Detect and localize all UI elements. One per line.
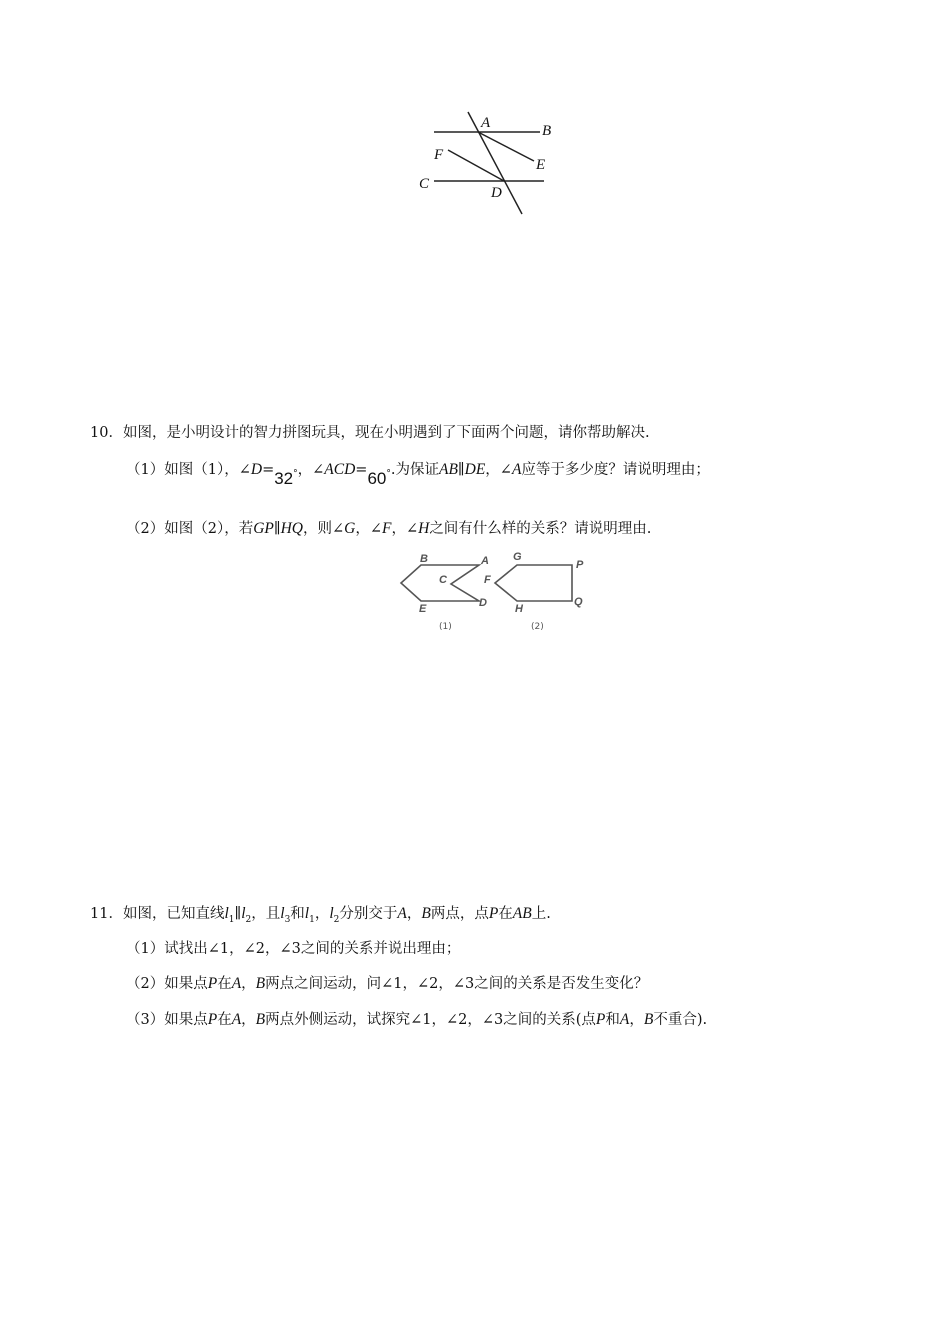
q10-p1-mid2: ，∠ [485, 462, 512, 478]
var-p: P [595, 1011, 606, 1028]
var-a: A [511, 461, 522, 478]
var-a: A [231, 975, 242, 992]
q11-p2-suffix: 两点之间运动，问∠1，∠2，∠3之间的关系是否发生变化？ [265, 976, 649, 992]
sub-1: 1 [228, 914, 235, 925]
label-b: B [542, 123, 552, 139]
var-gp: GP [253, 520, 274, 537]
q10-p2-prefix: （2）如图（2），若 [126, 521, 254, 537]
q10-p2-suffix: 之间有什么样的关系？请说明理由. [429, 521, 652, 537]
label-g2: G [513, 551, 522, 563]
q11-t6: 两点，点 [430, 906, 489, 922]
var-l: l [329, 905, 334, 922]
parallel-sign: ∥ [457, 462, 465, 478]
eq-sign: = [355, 462, 368, 478]
label-p2: P [576, 559, 584, 571]
parallel-sign: ∥ [234, 906, 242, 922]
piece-2 [495, 565, 572, 601]
q11-p2-t1: 在 [217, 976, 232, 992]
var-acd: ACD [324, 461, 356, 478]
var-b: B [643, 1011, 654, 1028]
var-g: G [344, 520, 356, 537]
var-h: H [418, 520, 430, 537]
q10-part1 [126, 458, 710, 488]
label-d2: D [479, 597, 487, 609]
parallel-sign: ∥ [273, 521, 281, 537]
var-ab: AB [438, 461, 458, 478]
q10-p2-mid2: ，∠ [355, 521, 382, 537]
label-q2: Q [574, 596, 583, 608]
caption-2: (2) [531, 622, 544, 632]
q11-t5: 分别交于 [339, 906, 398, 922]
label-c: C [419, 176, 430, 192]
comma: ， [406, 906, 422, 922]
q11-t2: ，且 [251, 906, 281, 922]
var-l: l [304, 905, 310, 922]
var-p: P [488, 905, 499, 922]
q11-p3-t1: 在 [217, 1012, 232, 1028]
var-a: A [397, 905, 407, 922]
sub-2: 2 [333, 914, 340, 925]
label-a2: A [481, 555, 489, 567]
q11-number: 11． [90, 906, 123, 922]
degree-sign: ° [386, 469, 391, 479]
q11-part1-text: （1）试找出∠1，∠2，∠3之间的关系并说出理由； [126, 941, 461, 957]
var-de: DE [464, 461, 486, 478]
q10-part2 [126, 518, 651, 540]
degree-sign: ° [293, 469, 298, 479]
label-e2: E [419, 603, 427, 615]
q11-p3-t2: 两点外侧运动，试探究∠1，∠2，∠3之间的关系(点 [265, 1012, 596, 1028]
var-l: l [224, 905, 229, 922]
q11-p3-suffix: 不重合). [653, 1012, 708, 1028]
var-p: P [207, 975, 218, 992]
q11-stem [90, 903, 551, 931]
var-hq: HQ [280, 520, 303, 537]
var-a: A [231, 1011, 242, 1028]
label-c2: C [439, 574, 447, 586]
label-h2: H [515, 603, 523, 615]
var-b: B [255, 975, 266, 992]
caption-1: (1) [439, 622, 452, 632]
label-d: D [491, 185, 502, 201]
q10-p1-mid: .为保证 [390, 462, 439, 478]
q10-p1-sep: ，∠ [297, 462, 325, 478]
eq-sign: = [262, 462, 275, 478]
var-f: F [381, 520, 392, 537]
q10-p1-prefix: （1）如图（1），∠ [126, 462, 251, 478]
var-b: B [255, 1011, 266, 1028]
sub-2: 2 [245, 914, 252, 925]
value-32: 32 [274, 469, 294, 488]
comma: ， [629, 1012, 644, 1028]
q11-t1: 如图，已知直线 [122, 906, 225, 922]
label-f2: F [484, 574, 491, 586]
value-60: 60 [367, 469, 387, 488]
q11-p3-t3: 和 [605, 1012, 620, 1028]
q11-p3-prefix: （3）如果点 [126, 1012, 208, 1028]
q10-p1-suffix: 应等于多少度？请说明理由； [521, 462, 710, 478]
q11-part1 [126, 938, 460, 960]
var-d: D [250, 461, 263, 478]
figure-puzzle [395, 550, 595, 635]
q11-part3 [126, 1009, 707, 1031]
comma: ， [241, 976, 256, 992]
q11-t3: 和 [290, 906, 305, 922]
var-ab: AB [512, 905, 532, 922]
q10-p2-mid3: ，∠ [391, 521, 419, 537]
var-a: A [619, 1011, 630, 1028]
var-b: B [421, 905, 431, 922]
var-l: l [280, 905, 285, 922]
q11-part2 [126, 973, 648, 995]
q10-p2-mid1: ，则∠ [302, 521, 345, 537]
label-f: F [434, 147, 444, 163]
comma: ， [241, 1012, 256, 1028]
label-e: E [536, 157, 546, 173]
label-a: A [481, 115, 491, 131]
q11-t7: 在 [498, 906, 513, 922]
var-p: P [207, 1011, 218, 1028]
q10-number: 10． [90, 425, 123, 441]
var-l: l [241, 905, 246, 922]
figure-parallel-lines [410, 108, 570, 218]
q11-p2-prefix: （2）如果点 [126, 976, 208, 992]
label-b2: B [420, 553, 428, 565]
q10-stem-text: 如图，是小明设计的智力拼图玩具，现在小明遇到了下面两个问题，请你帮助解决. [122, 425, 650, 441]
sub-1: 1 [309, 914, 315, 925]
sub-3: 3 [284, 914, 291, 925]
q10-stem [90, 422, 650, 444]
q11-t8: 上. [531, 906, 551, 922]
q11-t4: ， [314, 906, 330, 922]
